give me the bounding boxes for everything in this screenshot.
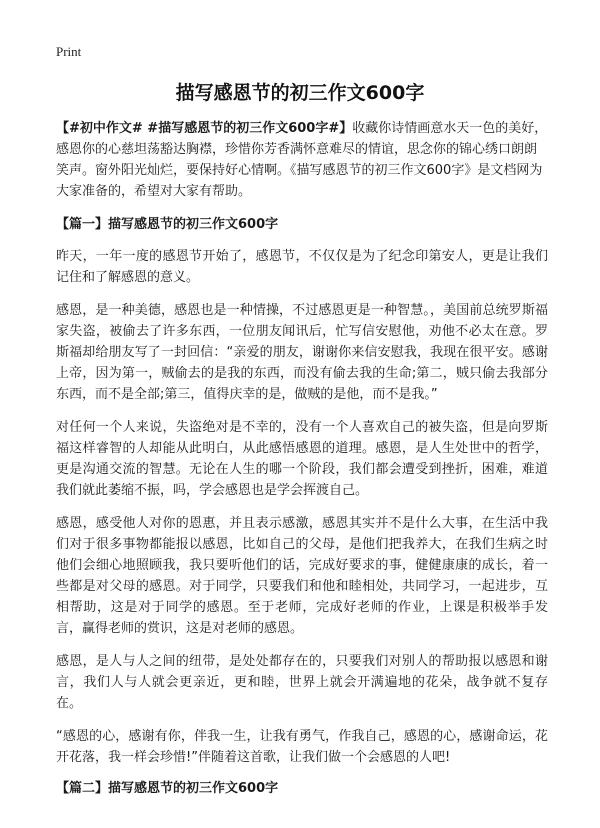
paragraph: 感恩，是一种美德，感恩也是一种情操，不过感恩更是一种智慧。，美国前总统罗斯福家失盗，被偷去了许多东西，一位朋友闻讯后，忙写信安慰他，劝他不必太在意。罗斯福却给朋友写了一封回信：“亲爱的朋友，谢谢你来信安慰我，我现在很平安。感谢上帝，因为第一，贼偷去的是我的东西，而没有偷去我的生命;第二，贼只偷去我部分东西，而不是全部;第三，值得庆幸的是，做贼的是他，而不是我。” <box>56 303 548 402</box>
print-link[interactable]: Print <box>56 44 82 59</box>
paragraph: “感恩的心，感谢有你，伴我一生，让我有勇气，作我自己，感恩的心，感谢命运，花开花落，我一样会珍惜!”伴随着这首歌，让我们做一个会感恩的人吧! <box>56 729 548 765</box>
intro-tag: 【#初中作文# #描写感恩节的初三作文600字#】 <box>56 121 353 136</box>
paragraph: 感恩，感受他人对你的恩惠，并且表示感激，感恩其实并不是什么大事，在生活中我们对于很多事物都能报以感恩，比如自己的父母，是他们把我养大，在我们生病之时他们会细心地照顾我，我只要听他们的话，完成好要求的事，健健康康的成长，着一些都是对父母的感恩。对于同学，只要我们和他和睦相处，共同学习，一起进步，互相帮助，这是对于同学的感恩。至于老师，完成好老师的作业，上课是积极举手发言，赢得老师的赏识，这是对老师的感恩。 <box>56 516 548 636</box>
document-body <box>56 118 548 810</box>
paragraph: 对任何一个人来说，失盗绝对是不幸的，没有一个人喜欢自己的被失盗，但是向罗斯福这样睿智的人却能从此明白，从此感悟感恩的道理。感恩，是人生处世中的哲学，更是沟通交流的智慧。无论在人生的哪一个阶段，我们都会遭受到挫折，困难，难道我们就此萎缩不振，吗，学会感恩也是学会挥渡自己。 <box>56 420 548 498</box>
document-title: 描写感恩节的初三作文600字 <box>175 82 425 104</box>
paragraph: 昨天，一年一度的感恩节开始了，感恩节，不仅仅是为了纪念印第安人，更是让我们记住和了解感恩的意义。 <box>56 249 548 285</box>
intro-text: 收藏你诗情画意水天一色的美好，感恩你的心慈坦荡豁达胸襟，珍惜你芳香满怀意难尽的情谊，思念你的锦心绣口朗朗笑声。窗外阳光灿烂，要保持好心情啊。《描写感恩节的初三作文600字》是文档网为大家准备的，希望对大家有帮助。 <box>56 121 548 199</box>
intro-paragraph <box>56 118 548 202</box>
section-heading-1: 【篇一】描写感恩节的初三作文600字 <box>56 217 279 232</box>
paragraph: 感恩，是人与人之间的纽带，是处处都存在的，只要我们对别人的帮助报以感恩和谢言，我们人与人就会更亲近，更和睦，世界上就会开满遍地的花朵，战争就不复存在。 <box>56 654 548 711</box>
section-heading-2: 【篇二】描写感恩节的初三作文600字 <box>56 781 279 796</box>
